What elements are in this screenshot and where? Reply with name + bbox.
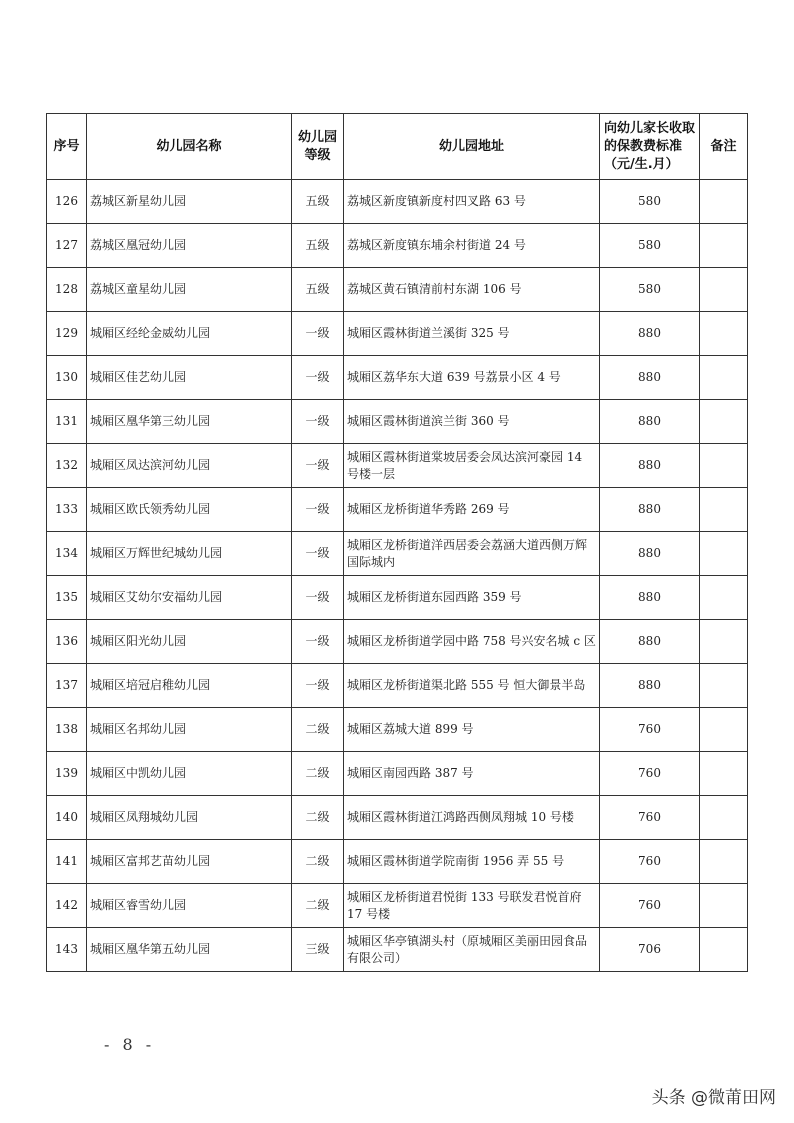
cell-no: 131 (47, 400, 87, 444)
cell-remark (700, 400, 748, 444)
table-row (47, 312, 748, 356)
cell-remark (700, 620, 748, 664)
cell-no: 134 (47, 532, 87, 576)
cell-level: 二级 (292, 884, 344, 928)
cell-fee: 880 (600, 444, 700, 488)
cell-no: 141 (47, 840, 87, 884)
cell-fee: 580 (600, 268, 700, 312)
cell-fee: 880 (600, 620, 700, 664)
cell-fee: 880 (600, 356, 700, 400)
table-row (47, 224, 748, 268)
cell-level: 一级 (292, 488, 344, 532)
cell-name: 城厢区名邦幼儿园 (87, 708, 292, 752)
cell-address: 荔城区黄石镇清前村东湖 106 号 (344, 268, 600, 312)
cell-address: 城厢区霞林街道滨兰街 360 号 (344, 400, 600, 444)
cell-fee: 880 (600, 576, 700, 620)
cell-name: 城厢区凤翔城幼儿园 (87, 796, 292, 840)
cell-level: 一级 (292, 664, 344, 708)
cell-fee: 760 (600, 840, 700, 884)
table-row (47, 180, 748, 224)
cell-fee: 880 (600, 400, 700, 444)
cell-name: 城厢区凤达滨河幼儿园 (87, 444, 292, 488)
cell-remark (700, 840, 748, 884)
table-row (47, 488, 748, 532)
table-row (47, 840, 748, 884)
header-no: 序号 (47, 114, 87, 180)
cell-address: 城厢区龙桥街道君悦街 133 号联发君悦首府 17 号楼 (344, 884, 600, 928)
cell-no: 143 (47, 928, 87, 972)
cell-name: 城厢区培冠启稚幼儿园 (87, 664, 292, 708)
table-row (47, 928, 748, 972)
source-watermark: 头条 @微莆田网 (651, 1088, 776, 1108)
cell-remark (700, 928, 748, 972)
cell-remark (700, 664, 748, 708)
cell-remark (700, 224, 748, 268)
header-name: 幼儿园名称 (87, 114, 292, 180)
cell-remark (700, 708, 748, 752)
cell-no: 126 (47, 180, 87, 224)
cell-fee: 706 (600, 928, 700, 972)
cell-level: 一级 (292, 400, 344, 444)
cell-name: 荔城区新星幼儿园 (87, 180, 292, 224)
cell-name: 城厢区富邦艺苗幼儿园 (87, 840, 292, 884)
cell-level: 一级 (292, 444, 344, 488)
cell-address: 城厢区龙桥街道东园西路 359 号 (344, 576, 600, 620)
table-row (47, 664, 748, 708)
cell-no: 137 (47, 664, 87, 708)
cell-address: 城厢区龙桥街道渠北路 555 号 恒大御景半岛 (344, 664, 600, 708)
cell-remark (700, 796, 748, 840)
header-remark: 备注 (700, 114, 748, 180)
cell-no: 127 (47, 224, 87, 268)
header-address: 幼儿园地址 (344, 114, 600, 180)
cell-address: 荔城区新度镇东埔余村街道 24 号 (344, 224, 600, 268)
page-number: - 8 - (104, 1035, 156, 1054)
table-header-row (47, 114, 748, 180)
cell-level: 五级 (292, 224, 344, 268)
kindergarten-fee-table (46, 113, 748, 972)
cell-level: 二级 (292, 840, 344, 884)
cell-name: 城厢区阳光幼儿园 (87, 620, 292, 664)
cell-fee: 760 (600, 752, 700, 796)
cell-level: 五级 (292, 268, 344, 312)
cell-remark (700, 532, 748, 576)
cell-no: 130 (47, 356, 87, 400)
cell-remark (700, 576, 748, 620)
cell-remark (700, 312, 748, 356)
cell-fee: 760 (600, 708, 700, 752)
cell-fee: 760 (600, 884, 700, 928)
cell-no: 133 (47, 488, 87, 532)
cell-no: 139 (47, 752, 87, 796)
table-row (47, 356, 748, 400)
cell-fee: 880 (600, 664, 700, 708)
cell-remark (700, 884, 748, 928)
cell-name: 城厢区艾幼尔安福幼儿园 (87, 576, 292, 620)
cell-name: 城厢区佳艺幼儿园 (87, 356, 292, 400)
table-row (47, 884, 748, 928)
table-row (47, 752, 748, 796)
table-row (47, 444, 748, 488)
cell-name: 荔城区凰冠幼儿园 (87, 224, 292, 268)
cell-address: 城厢区霞林街道学院南街 1956 弄 55 号 (344, 840, 600, 884)
cell-name: 城厢区万辉世纪城幼儿园 (87, 532, 292, 576)
cell-level: 一级 (292, 312, 344, 356)
cell-no: 142 (47, 884, 87, 928)
cell-address: 城厢区霞林街道江鸿路西侧凤翔城 10 号楼 (344, 796, 600, 840)
table-row (47, 268, 748, 312)
table-row (47, 620, 748, 664)
cell-level: 三级 (292, 928, 344, 972)
cell-level: 一级 (292, 620, 344, 664)
cell-name: 城厢区欧氏领秀幼儿园 (87, 488, 292, 532)
cell-no: 136 (47, 620, 87, 664)
cell-fee: 760 (600, 796, 700, 840)
cell-remark (700, 268, 748, 312)
cell-remark (700, 356, 748, 400)
cell-address: 城厢区龙桥街道学园中路 758 号兴安名城 c 区 (344, 620, 600, 664)
cell-name: 城厢区睿雪幼儿园 (87, 884, 292, 928)
cell-remark (700, 488, 748, 532)
cell-name: 城厢区凰华第五幼儿园 (87, 928, 292, 972)
cell-remark (700, 180, 748, 224)
cell-address: 城厢区龙桥街道华秀路 269 号 (344, 488, 600, 532)
cell-no: 138 (47, 708, 87, 752)
cell-name: 城厢区经纶金威幼儿园 (87, 312, 292, 356)
cell-address: 城厢区华亭镇湖头村（原城厢区美丽田园食品有限公司） (344, 928, 600, 972)
cell-no: 135 (47, 576, 87, 620)
cell-address: 城厢区荔华东大道 639 号荔景小区 4 号 (344, 356, 600, 400)
cell-fee: 880 (600, 488, 700, 532)
table-row (47, 796, 748, 840)
cell-level: 一级 (292, 356, 344, 400)
cell-level: 五级 (292, 180, 344, 224)
cell-no: 128 (47, 268, 87, 312)
cell-no: 140 (47, 796, 87, 840)
table-row (47, 576, 748, 620)
cell-remark (700, 752, 748, 796)
cell-address: 荔城区新度镇新度村四叉路 63 号 (344, 180, 600, 224)
cell-level: 二级 (292, 796, 344, 840)
cell-level: 二级 (292, 752, 344, 796)
cell-no: 129 (47, 312, 87, 356)
cell-name: 城厢区中凯幼儿园 (87, 752, 292, 796)
header-level: 幼儿园等级 (292, 114, 344, 180)
table-row (47, 400, 748, 444)
cell-fee: 580 (600, 224, 700, 268)
header-fee: 向幼儿家长收取的保教费标准（元/生.月） (600, 114, 700, 180)
cell-address: 城厢区霞林街道兰溪街 325 号 (344, 312, 600, 356)
cell-address: 城厢区荔城大道 899 号 (344, 708, 600, 752)
cell-fee: 880 (600, 532, 700, 576)
cell-fee: 580 (600, 180, 700, 224)
cell-address: 城厢区龙桥街道洋西居委会荔涵大道西侧万辉国际城内 (344, 532, 600, 576)
cell-name: 荔城区童星幼儿园 (87, 268, 292, 312)
table-row (47, 708, 748, 752)
cell-level: 一级 (292, 576, 344, 620)
cell-name: 城厢区凰华第三幼儿园 (87, 400, 292, 444)
cell-no: 132 (47, 444, 87, 488)
table-row (47, 532, 748, 576)
cell-remark (700, 444, 748, 488)
cell-level: 一级 (292, 532, 344, 576)
cell-level: 二级 (292, 708, 344, 752)
cell-fee: 880 (600, 312, 700, 356)
table-body (47, 180, 748, 972)
cell-address: 城厢区霞林街道棠坡居委会凤达滨河豪园 14 号楼一层 (344, 444, 600, 488)
cell-address: 城厢区南园西路 387 号 (344, 752, 600, 796)
